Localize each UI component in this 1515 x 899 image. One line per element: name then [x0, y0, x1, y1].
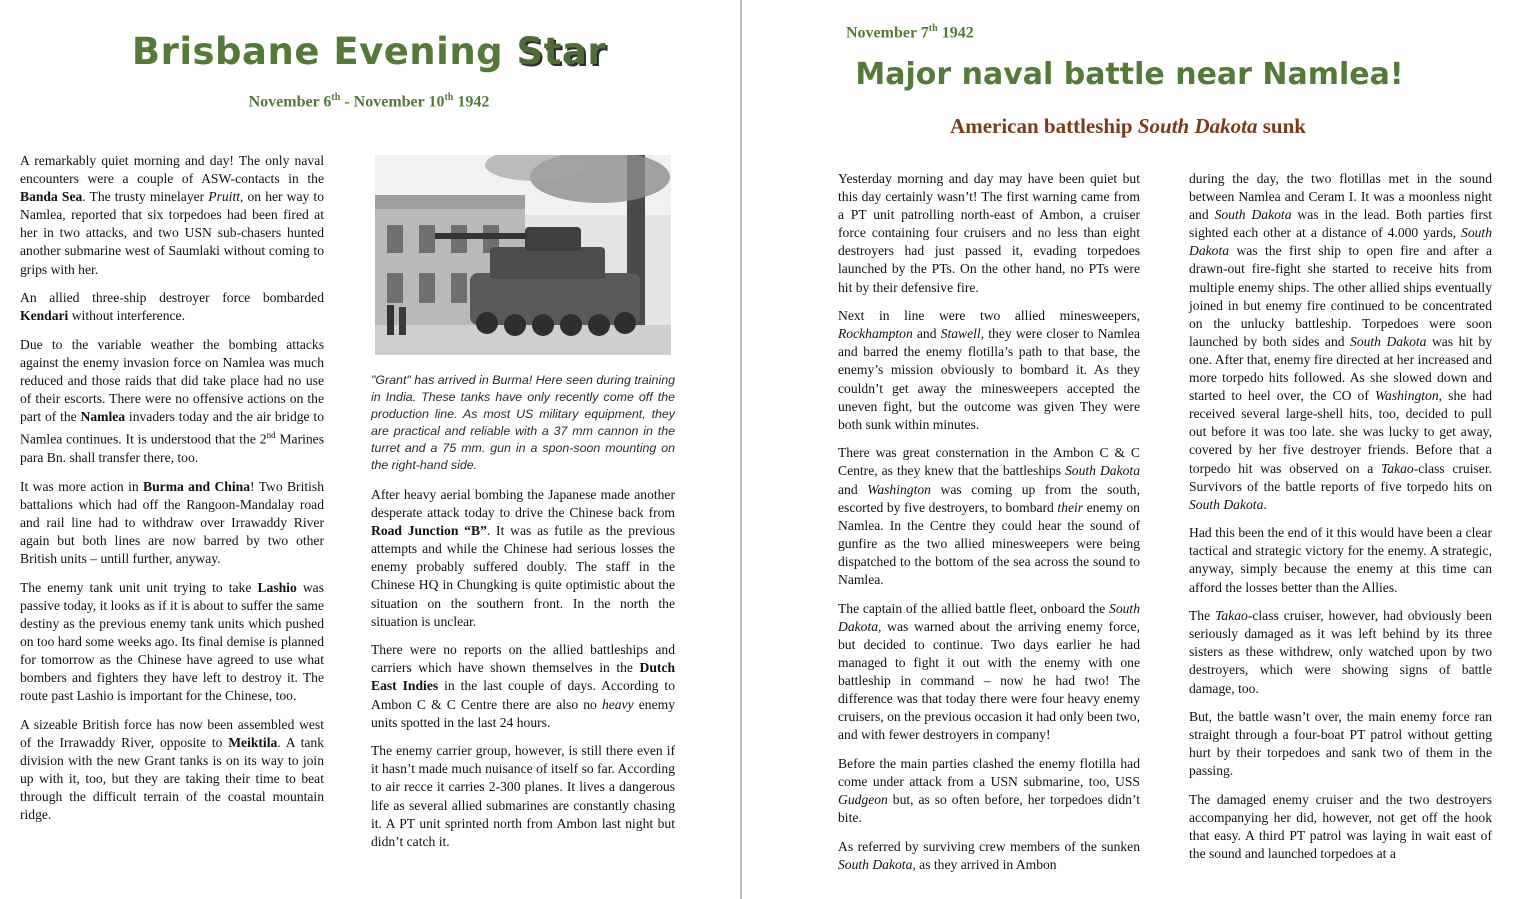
text-run: An allied three-ship destroyer force bombarded [20, 290, 324, 306]
article-paragraph [838, 444, 1140, 589]
text-run: , she had received several large-shell hits, too, decided to pull out before it was too late. she was lucky to get away, covered by her five destroyer friends. Before that a torpedo hit was observed on a [1189, 388, 1492, 476]
ship-name: Stawell [940, 326, 981, 342]
italic-word: heavy [601, 696, 634, 712]
text-run: was coming up from the south, escorted by five destroyers, to bombard [838, 481, 1140, 515]
text-run: sunk [1257, 114, 1306, 138]
dateline-start-sup: th [331, 92, 341, 103]
bold-place: Road Junction “B” [371, 523, 487, 539]
right-column-2 [1189, 170, 1492, 874]
left-column-2 [371, 486, 675, 861]
text-run: enemy on Namlea. In the Centre they could hear the sound of gunfire as the two allied minesweepers were being dispatched to the bottom of the sea across the sound to Namlea. [838, 499, 1140, 587]
right-dateline [846, 23, 974, 42]
ship-name: South Dakota, [838, 856, 916, 872]
article-paragraph [838, 755, 1140, 827]
article-paragraph [20, 336, 324, 467]
article-paragraph: But, the battle wasn’t over, the main enemy force ran straight through a four-boat PT patrol without getting hurt by their torpedoes and sank two of them in the passing. [1189, 709, 1492, 779]
article-paragraph [20, 152, 324, 279]
article-paragraph: Yesterday morning and day may have been quiet but this day certainly wasn’t! The first warning came from a PT unit patrolling north-east of Ambon, a cruiser force containing four cruisers and no less than eight destroyers had just passed it, evading torpedoes launched by the PTs. On the other hand, no PTs were hit by their defensive fire. [838, 171, 1140, 295]
dateline-sep: - [340, 93, 354, 111]
ship-name: Rockhampton [838, 326, 913, 342]
bold-place: Meiktila [228, 734, 278, 750]
text-run: enemy units spotted in the last 24 hours. [371, 696, 675, 730]
ship-name: South Dakota [1189, 496, 1264, 512]
text-run: was passive today, it looks as if it is about to suffer the same destiny as the previous enemy tank units which pushed on too hard some weeks ago. Its final demise is planned for tomorrow as the Chinese have agreed to use what bombers and fighters they have left to destroy it. The route past Lashio is important for the Chinese, too. [20, 579, 324, 704]
text-run: -class cruiser, however, had obviously been seriously damaged as it was left behind by its three sisters as these withdrew, only watched upon by two destroyers, which were showing signs of battle damage, too. [1189, 608, 1492, 696]
text-run: -class cruiser. Survivors of the battle reports of five torpedo hits on [1189, 460, 1493, 494]
article-paragraph [1189, 170, 1492, 514]
text-run: Next in line were two allied minesweepers, [838, 308, 1140, 324]
subheadline [708, 114, 1515, 139]
text-run: in the last couple of days. According to Ambon C & C Centre there are also no [371, 678, 675, 712]
text-run: It was more action in [20, 478, 144, 494]
text-run: A sizeable British force has now been assembled west of the Irrawaddy River, opposite to [20, 716, 324, 750]
text-run: was hit by one. After that, enemy fire directed at her increased and more torpedo hits followed. As she slowed down and started to heel over, the CO of [1189, 333, 1492, 404]
article-paragraph [371, 742, 675, 851]
bold-place: Burma and China [143, 478, 250, 494]
text-run: Before the main parties clashed the enemy flotilla had come under attack from a USN submarine, too, USS [838, 755, 1140, 789]
text-run: , was warned about the arriving enemy force, but decided to continue. Two days earlier he had managed to fight it out with the enemy with one battleship in command – now he had two! The difference was that today there were four heavy enemy cruisers, on the previous occasion it had only been two, and with fewer destroyers in company! [838, 618, 1140, 743]
text-run: Due to the variable weather the bombing attacks against the enemy invasion force on Namlea was much reduced and those raids that did take place had no use of their escorts. There were no offensive actions on the part of the [20, 336, 324, 425]
text-run: . It was as futile as the previous attempts and while the Chinese had serious losses the enemy probably suffered doubly. The staff in the Chinese HQ in Chungking is quite optimistic about the situation on the southern front. In the north the situation is unclear. [371, 523, 676, 629]
text-run: , they were closer to Namlea and barred the enemy flotilla’s path to that base, the enemy’s mission obviously to bombard it. As they couldn’t get away the minesweepers accepted the uneven fight, but the outcome was given They were both sunk within minutes. [838, 326, 1140, 432]
dateline-end: November 10 [353, 93, 445, 111]
article-paragraph [371, 486, 675, 631]
photo-caption: "Grant" has arrived in Burma! Here seen during training in India. These tanks have only recently come off the production line. As most US military equipment, they are practical and reliable with a 37 mm cannon in the turret and a 75 mm. gun in a spon-soon mounting on the right-hand side. [371, 373, 675, 472]
text-run: . [1263, 496, 1267, 512]
text-run: Marines para Bn. shall transfer there, too. [20, 431, 324, 465]
date-year: 1942 [937, 24, 974, 42]
date-text: November 7 [846, 24, 929, 42]
masthead-part1: Brisbane Evening [131, 30, 517, 73]
text-run: . A tank division with the new Grant tanks is on its way to join up with it, too, but they are taking their time to beat through the difficult terrain of the coastal mountain ridge. [20, 734, 324, 823]
left-column-1 [20, 152, 324, 835]
text-run: without interference. [68, 308, 185, 324]
bold-place: Namlea [80, 409, 126, 425]
dateline-year: 1942 [453, 93, 490, 111]
bold-place: Lashio [257, 579, 297, 595]
left-dateline [0, 92, 738, 111]
ship-name: South Dakota [1214, 207, 1292, 223]
tank-photo-image [375, 155, 671, 355]
article-paragraph [838, 600, 1140, 745]
text-run: There was great consternation in the Ambon C & C Centre, as they knew that the battleships [838, 445, 1140, 479]
masthead-title [0, 30, 738, 73]
article-paragraph [20, 579, 324, 706]
article-paragraph [1189, 607, 1492, 697]
text-run: The captain of the allied battle fleet, onboard the [838, 600, 1110, 616]
tank-photo [375, 155, 671, 355]
ship-name: South Dakota [1137, 114, 1258, 138]
ship-name: Gudgeon [838, 792, 888, 807]
article-paragraph [838, 307, 1140, 434]
dateline-end-sup: th [444, 92, 454, 103]
ship-class: Takao [1380, 460, 1414, 476]
article-paragraph [20, 289, 324, 325]
bold-place: Dutch East Indies [371, 660, 675, 694]
ship-name: Pruitt [208, 189, 241, 205]
ship-name: South Dakota [838, 600, 1140, 634]
article-paragraph [838, 838, 1140, 874]
text-run: The [1189, 608, 1216, 624]
ship-class: Takao [1215, 608, 1248, 624]
text-run: ! Two British battalions which had off the Rangoon-Mandalay road and rail line had to withdraw over Irrawaddy River again but both lines are now barred by two other British units – untill further, anyway. [20, 478, 325, 566]
text-run: but, as so often before, her torpedoes didn’t bite. [838, 792, 1140, 826]
ship-name: Washington [867, 481, 931, 497]
article-paragraph: The damaged enemy cruiser and the two destroyers accompanying her did, however, not get off the hook that easy. A third PT patrol was laying in wait east of the sound and launched torpedoes at a [1189, 792, 1492, 862]
text-run: The enemy tank unit unit trying to take [20, 579, 258, 595]
ship-name: South Dakota [1065, 463, 1140, 479]
text-run: There were no reports on the allied battleships and carriers which have shown themselves in the [371, 642, 675, 676]
text-run: A remarkably quiet morning and day! The only naval encounters were a couple of ASW-contacts in the [20, 153, 324, 187]
ship-name: South Dakota [1189, 225, 1492, 259]
text-run: as they arrived in Ambon [915, 856, 1057, 872]
article-paragraph: Had this been the end of it this would have been a clear tactical and strategic victory for the enemy. A strategic, anyway, simply because the enemy at this time can afford the losses better than the Allies. [1189, 525, 1492, 595]
text-run: and [838, 481, 868, 497]
bold-place: Kendari [20, 308, 69, 324]
ordinal-sup: nd [266, 430, 276, 441]
masthead-star: Star [516, 30, 607, 73]
article-paragraph [371, 641, 675, 731]
text-run: during the day, the two flotillas met in the sound between Namlea and Ceram I. It was a moonless night and [1189, 171, 1492, 223]
ship-name: South Dakota [1350, 333, 1427, 349]
bold-place: Banda Sea [20, 189, 83, 205]
text-run: . The trusty minelayer [82, 189, 209, 205]
text-run: , on her way to Namlea, reported that six torpedoes had been fired at her in two attacks, and two USN sub-chasers hunted another submarine west of Saumlaki without coming to grips with her. [20, 189, 324, 277]
text-run: The enemy carrier group, however, is still there even if it hasn’t made much nuisance of itself so far. According to air recce it carries 2-300 planes. It lives a dangerous life as several allied submarines are constantly chasing it. A PT unit sprinted north from Ambon last night but didn’t catch it. [371, 743, 675, 849]
text-run: American battleship [950, 114, 1138, 138]
italic-word: their [1057, 499, 1084, 515]
right-column-1 [838, 170, 1140, 884]
ship-name: Washington [1374, 388, 1439, 404]
headline: Major naval battle near Namlea! [855, 57, 1404, 92]
text-run: invaders today and the air bridge to Namlea continues. It is understood that the 2 [20, 409, 324, 447]
text-run: was in the lead. Both parties first sighted each other at a distance of 4.000 yards, [1189, 207, 1492, 241]
article-paragraph [20, 478, 324, 568]
text-run: After heavy aerial bombing the Japanese made another desperate attack today to drive the Chinese back from [371, 487, 675, 521]
dateline-start: November 6 [248, 93, 332, 111]
text-run: and [912, 326, 941, 342]
date-sup: th [928, 23, 938, 34]
text-run: was the first ship to open fire and after a drawn-out fire-fight she started to receive hits from multiple enemy ships. The other allied ships eventually joined in but enemy fire continued to be concentrated on the unlucky battleship. Torpedoes were soon launched by both sides and [1189, 243, 1492, 349]
text-run: As referred by surviving crew members of the sunken [838, 838, 1140, 854]
article-paragraph [20, 716, 324, 825]
